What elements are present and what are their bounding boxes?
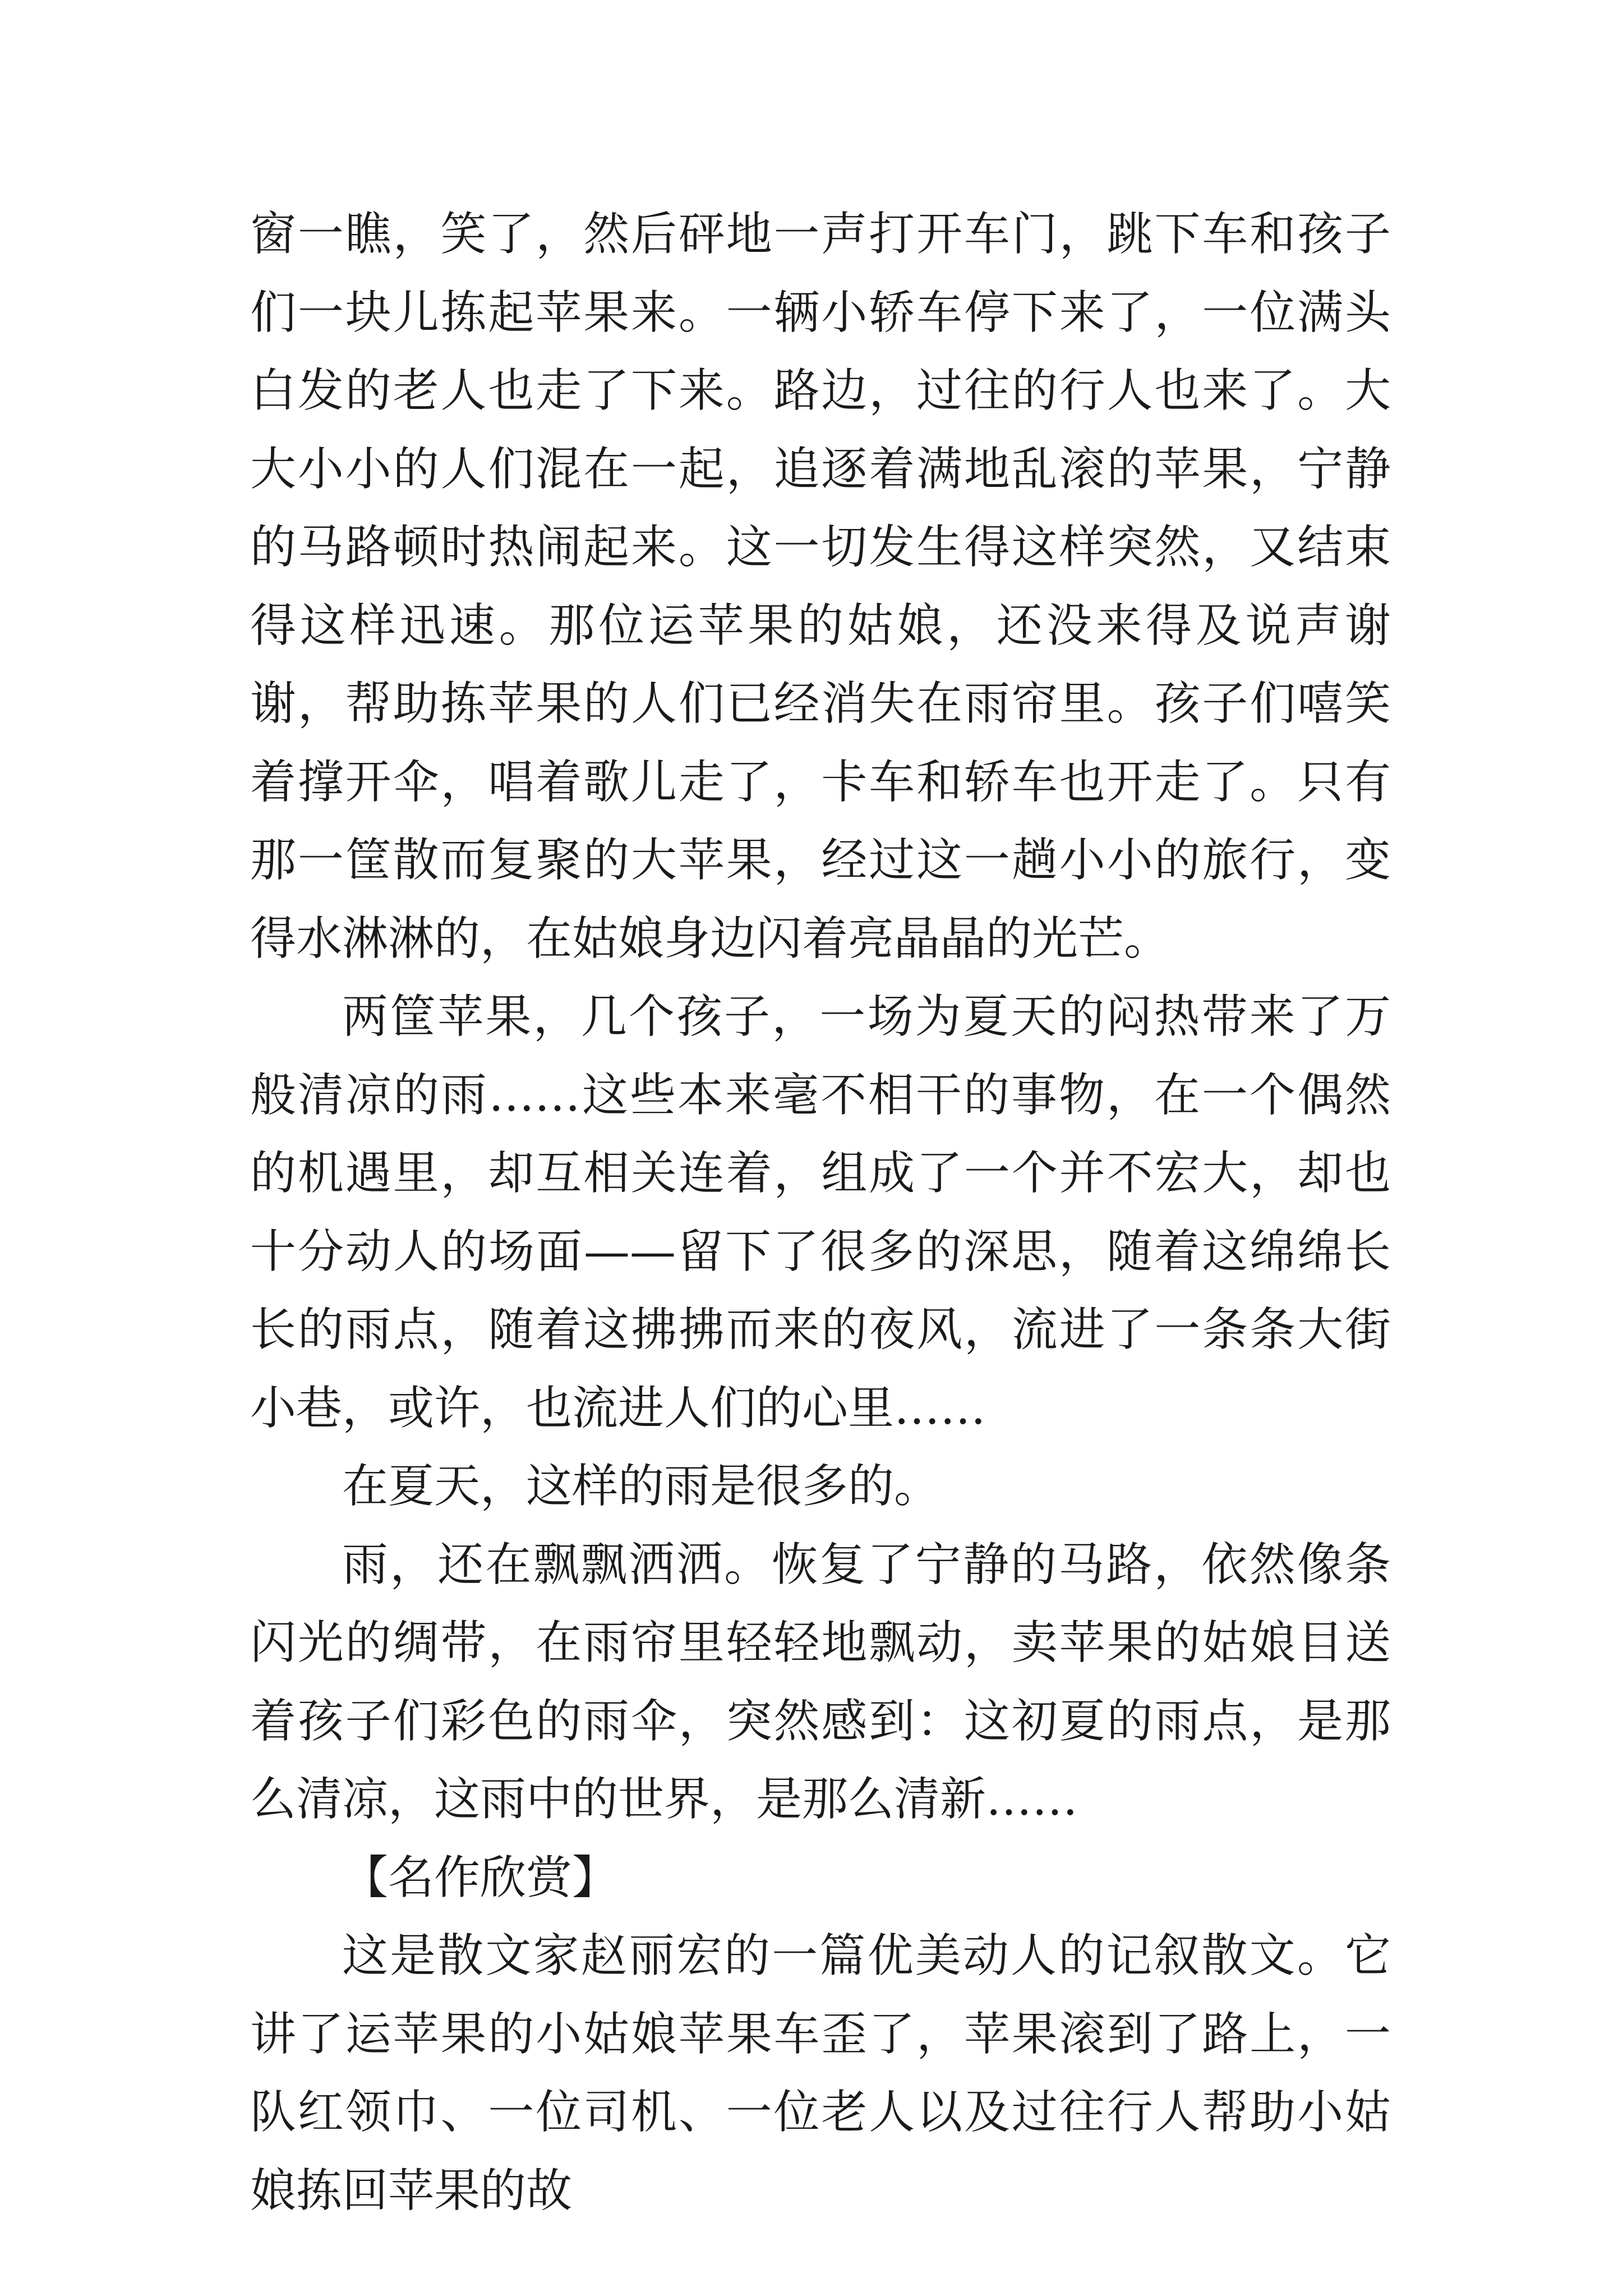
- paragraph-summer-rain: 在夏天，这样的雨是很多的。: [342, 1460, 940, 1513]
- paragraph-apples-children-rain: 两筐苹果，几个孩子，一场为夏天的闷热带来了万般清凉的雨……这些本来毫不相干的事物，在一个偶然的机遇里，却互相关连着，组成了一个并不宏大，却也十分动人的场面——留下了很多的深思，随着这绵绵长长的雨点，随着这拂拂而来的夜风，流进了一条条大街小巷，或许，也流进人们的心里……: [250, 990, 1391, 1435]
- paragraph-continuation: 窗一瞧，笑了，然后砰地一声打开车门，跳下车和孩子们一块儿拣起苹果来。一辆小轿车停下来了，一位满头白发的老人也走了下来。路边，过往的行人也来了。大大小小的人们混在一起，追逐着满地乱滚的苹果，宁静的马路顿时热闹起来。这一切发生得这样突然，又结束得这样迅速。那位运苹果的姑娘，还没来得及说声谢谢，帮助拣苹果的人们已经消失在雨帘里。孩子们嘻笑着撑开伞，唱着歌儿走了，卡车和轿车也开走了。只有那一筐散而复聚的大苹果，经过这一趟小小的旅行，变得水淋淋的，在姑娘身边闪着亮晶晶的光芒。: [250, 208, 1391, 965]
- paragraph-rain-continues: 雨，还在飘飘洒洒。恢复了宁静的马路，依然像条闪光的绸带，在雨帘里轻轻地飘动，卖苹果的姑娘目送着孩子们彩色的雨伞，突然感到：这初夏的雨点，是那么清凉，这雨中的世界，是那么清新……: [250, 1538, 1391, 1826]
- article-body: [250, 195, 1391, 2230]
- section-heading-appreciation: 【名作欣赏】: [342, 1851, 619, 1904]
- paragraph-appreciation: 这是散文家赵丽宏的一篇优美动人的记叙散文。它讲了运苹果的小姑娘苹果车歪了，苹果滚到了路上，一队红领巾、一位司机、一位老人以及过往行人帮助小姑娘拣回苹果的故: [250, 1929, 1391, 2217]
